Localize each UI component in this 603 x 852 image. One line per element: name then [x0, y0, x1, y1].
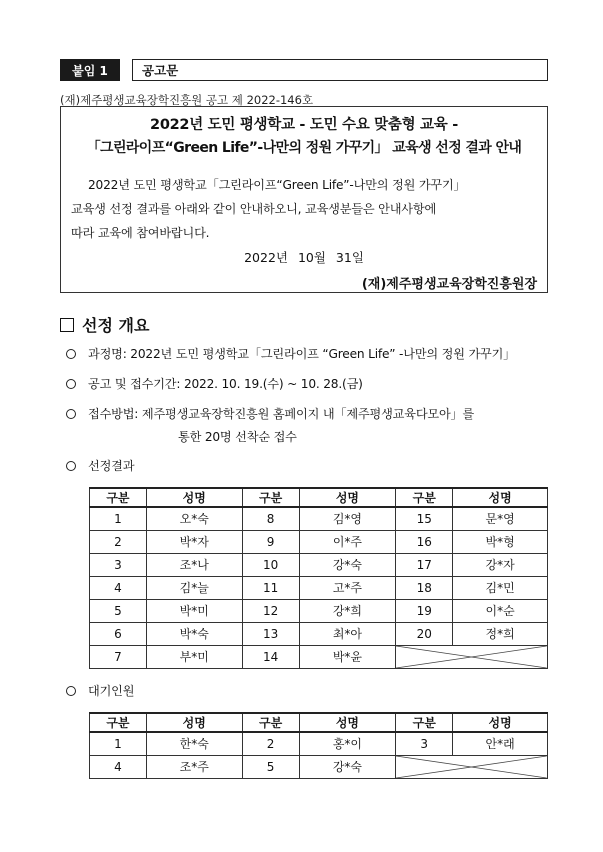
- column-header: 구분: [242, 488, 299, 507]
- cell-name: 홍*이: [299, 732, 396, 755]
- cell-number: 6: [90, 622, 147, 645]
- attachment-header: [60, 59, 548, 81]
- section-title: 선정 개요: [82, 316, 150, 335]
- notice-title-line1: 2022년 도민 평생학교 - 도민 수요 맞춤형 교육 -: [150, 117, 458, 133]
- table-header-row: [90, 713, 548, 732]
- cell-name: 이*순: [453, 599, 548, 622]
- cell-name: 고*주: [299, 576, 396, 599]
- cell-number: 18: [396, 576, 453, 599]
- notice-body: [71, 173, 539, 245]
- cell-number: 7: [90, 645, 147, 668]
- column-header: 성명: [299, 713, 396, 732]
- attachment-title: 공고문: [132, 59, 548, 81]
- cell-number: 2: [242, 732, 299, 755]
- column-header: 구분: [90, 713, 147, 732]
- table-row: [90, 645, 548, 668]
- bullet-period: [66, 375, 363, 392]
- results-table: [89, 487, 548, 669]
- cell-name: 정*희: [453, 622, 548, 645]
- cell-number: 5: [242, 755, 299, 778]
- cell-name: 조*주: [146, 755, 242, 778]
- cell-name: 강*숙: [299, 755, 396, 778]
- cell-name: 오*숙: [146, 507, 242, 530]
- cell-name: 김*영: [299, 507, 396, 530]
- results-label: [66, 457, 134, 474]
- cell-name: 안*래: [453, 732, 548, 755]
- column-header: 성명: [453, 713, 548, 732]
- bullet-text: 공고 및 접수기간: 2022. 10. 19.(수) ~ 10. 28.(금): [88, 377, 363, 391]
- circle-bullet-icon: [66, 686, 76, 696]
- bullet-method: [66, 405, 474, 422]
- cell-name: 문*영: [453, 507, 548, 530]
- cell-number: 19: [396, 599, 453, 622]
- column-header: 성명: [299, 488, 396, 507]
- cell-name: 박*숙: [146, 622, 242, 645]
- cell-number: 5: [90, 599, 147, 622]
- notice-number: (재)제주평생교육장학진흥원 공고 제 2022-146호: [60, 93, 314, 107]
- notice-signature: (재)제주평생교육장학진흥원장: [361, 277, 537, 292]
- cell-name: 최*아: [299, 622, 396, 645]
- column-header: 구분: [242, 713, 299, 732]
- table-row: [90, 755, 548, 778]
- cell-name: 박*형: [453, 530, 548, 553]
- cell-number: 13: [242, 622, 299, 645]
- notice-date: 2022년 10월 31일: [244, 250, 364, 265]
- cell-name: 김*민: [453, 576, 548, 599]
- cell-number: 11: [242, 576, 299, 599]
- cell-number: 9: [242, 530, 299, 553]
- cell-number: 14: [242, 645, 299, 668]
- results-label-text: 선정결과: [88, 459, 135, 473]
- table-row: [90, 507, 548, 530]
- column-header: 구분: [396, 713, 453, 732]
- circle-bullet-icon: [66, 379, 76, 389]
- cell-number: 8: [242, 507, 299, 530]
- cell-name: 조*나: [146, 553, 242, 576]
- column-header: 성명: [146, 488, 242, 507]
- square-bullet-icon: [60, 318, 74, 332]
- column-header: 구분: [396, 488, 453, 507]
- waitlist-label: [66, 682, 134, 699]
- cell-number: 17: [396, 553, 453, 576]
- bullet-text: 과정명: 2022년 도민 평생학교「그린라이프 “Green Life” -나만의 정원 가꾸기」: [88, 347, 516, 361]
- waitlist-table: [89, 712, 548, 779]
- notice-body-line: 교육생 선정 결과를 아래와 같이 안내하오니, 교육생분들은 안내사항에: [71, 202, 437, 216]
- cell-name: 박*자: [146, 530, 242, 553]
- cell-number: 3: [396, 732, 453, 755]
- cell-name: 김*늘: [146, 576, 242, 599]
- cell-number: 2: [90, 530, 147, 553]
- table-row: [90, 599, 548, 622]
- notice-box: [60, 106, 548, 293]
- bullet-method-continuation: 통한 20명 선착순 접수: [178, 430, 297, 444]
- bullet-course: [66, 345, 515, 362]
- empty-cell-cross: [396, 755, 548, 778]
- cell-name: 강*자: [453, 553, 548, 576]
- table-row: [90, 622, 548, 645]
- table-row: [90, 576, 548, 599]
- cell-name: 박*윤: [299, 645, 396, 668]
- column-header: 성명: [453, 488, 548, 507]
- waitlist-label-text: 대기인원: [88, 684, 135, 698]
- cell-number: 4: [90, 576, 147, 599]
- table-row: [90, 530, 548, 553]
- cell-name: 강*희: [299, 599, 396, 622]
- cell-number: 10: [242, 553, 299, 576]
- cell-number: 3: [90, 553, 147, 576]
- cell-number: 4: [90, 755, 147, 778]
- notice-body-line: 2022년 도민 평생학교「그린라이프“Green Life”-나만의 정원 가꾸기」: [88, 178, 466, 192]
- cell-name: 강*숙: [299, 553, 396, 576]
- attachment-tag: 붙임 1: [60, 59, 120, 81]
- section-heading: [60, 313, 149, 336]
- cell-name: 한*숙: [146, 732, 242, 755]
- cell-number: 12: [242, 599, 299, 622]
- table-row: [90, 553, 548, 576]
- empty-cell-cross: [396, 645, 548, 668]
- cell-number: 20: [396, 622, 453, 645]
- notice-title-line2: 「그린라이프“Green Life”-나만의 정원 가꾸기」 교육생 선정 결과 안내: [86, 140, 522, 156]
- notice-body-line: 따라 교육에 참여바랍니다.: [71, 226, 210, 240]
- circle-bullet-icon: [66, 409, 76, 419]
- cell-name: 이*주: [299, 530, 396, 553]
- column-header: 구분: [90, 488, 147, 507]
- circle-bullet-icon: [66, 461, 76, 471]
- cell-name: 박*미: [146, 599, 242, 622]
- column-header: 성명: [146, 713, 242, 732]
- cell-number: 16: [396, 530, 453, 553]
- table-header-row: [90, 488, 548, 507]
- cell-name: 부*미: [146, 645, 242, 668]
- cell-number: 1: [90, 732, 147, 755]
- bullet-text: 접수방법: 제주평생교육장학진흥원 홈페이지 내「제주평생교육다모아」를: [88, 407, 475, 421]
- table-row: [90, 732, 548, 755]
- circle-bullet-icon: [66, 349, 76, 359]
- cell-number: 1: [90, 507, 147, 530]
- cell-number: 15: [396, 507, 453, 530]
